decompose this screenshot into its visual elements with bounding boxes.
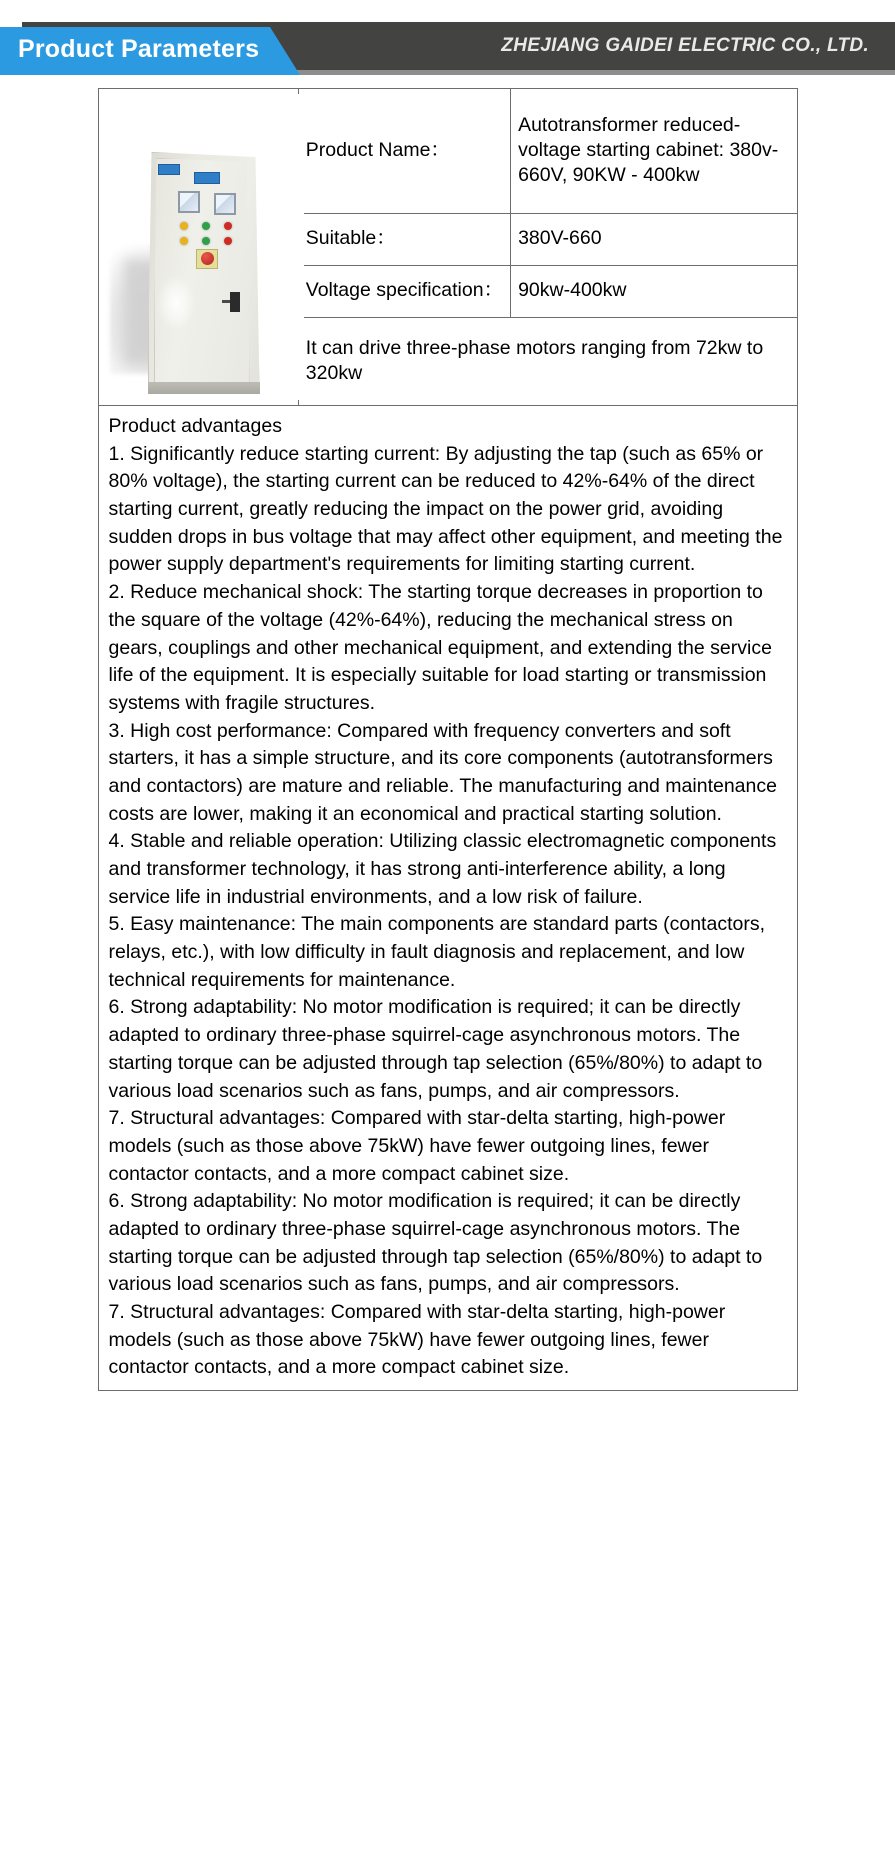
page-header xyxy=(0,0,895,88)
product-advantages-section xyxy=(98,406,798,1391)
spec-label-product-name: Product Name： xyxy=(298,89,510,214)
emergency-stop-button-icon xyxy=(201,252,214,265)
product-photo xyxy=(106,94,304,400)
table-row xyxy=(98,89,797,214)
spec-value-voltage-specification: 90kw-400kw xyxy=(511,265,797,317)
advantage-item: 1. Significantly reduce starting current: By adjusting the tap (such as 65% or 80% voltage), the starting current can be reduced to 42%-64% of the direct starting current, greatly reducing the impact on the power grid, avoiding sudden drops in bus voltage that may affect other equipment, and meeting the power supply department's requirements for limiting starting current. xyxy=(108,442,783,576)
cabinet-base xyxy=(148,382,260,394)
specification-table xyxy=(98,88,798,406)
spec-value-suitable: 380V-660 xyxy=(511,213,797,265)
advantage-item: 6. Strong adaptability: No motor modification is required; it can be directly adapted to ordinary three-phase squirrel-cage asynchronous motors. The starting torque can be adjusted through tap selection (65%/80%) to adapt to various load scenarios such as fans, pumps, and air compressors. xyxy=(108,996,763,1102)
spec-label-suitable: Suitable： xyxy=(298,213,510,265)
advantage-item: 5. Easy maintenance: The main components are standard parts (contactors, relays, etc.), with low difficulty in fault diagnosis and replacement, and low technical requirements for maintenance. xyxy=(108,913,765,991)
meter-label-icon xyxy=(194,172,220,184)
advantage-item: 2. Reduce mechanical shock: The starting torque decreases in proportion to the square of the voltage (42%-64%), reducing the mechanical stress on gears, couplings and other mechanical equipment, and extending the service life of the equipment. It is especially suitable for load starting or transmission systems with fragile structures. xyxy=(108,581,772,714)
indicator-lamp-yellow-icon xyxy=(180,222,188,230)
spec-value-product-name: Autotransformer reduced-voltage starting cabinet: 380v- 660V, 90KW - 400kw xyxy=(511,89,797,214)
cabinet-door-panel xyxy=(154,158,250,384)
door-handle-icon xyxy=(230,292,240,312)
advantages-heading: Product advantages xyxy=(108,415,282,437)
ammeter-gauge-icon xyxy=(178,191,200,213)
nameplate-label-icon xyxy=(158,164,180,175)
product-image-cell xyxy=(98,89,298,406)
spec-label-voltage-specification: Voltage specification： xyxy=(298,265,510,317)
indicator-lamp-yellow-icon xyxy=(180,237,188,245)
page-content xyxy=(0,88,895,1391)
indicator-lamp-red-icon xyxy=(224,237,232,245)
advantage-item: 4. Stable and reliable operation: Utilizing classic electromagnetic components and transformer technology, it has strong anti-interference ability, a long service life in industrial environments, and a low risk of failure. xyxy=(108,830,777,908)
cabinet-glare xyxy=(156,274,196,332)
indicator-lamp-red-icon xyxy=(224,222,232,230)
advantage-item: 3. High cost performance: Compared with frequency converters and soft starters, it has a simple structure, and its core components (autotransformers and contactors) are mature and reliable. The manufacturing and maintenance costs are lower, making it an economical and practical starting solution. xyxy=(108,719,777,825)
advantage-item: 7. Structural advantages: Compared with star-delta starting, high-power models (such as those above 75kW) have fewer outgoing lines, fewer contactor contacts, and a more compact cabinet size. xyxy=(108,1301,726,1379)
advantage-item: 6. Strong adaptability: No motor modification is required; it can be directly adapted to ordinary three-phase squirrel-cage asynchronous motors. The starting torque can be adjusted through tap selection (65%/80%) to adapt to various load scenarios such as fans, pumps, and air compressors. xyxy=(108,1190,763,1296)
indicator-lamp-green-icon xyxy=(202,222,210,230)
page-title: Product Parameters xyxy=(18,35,260,63)
voltmeter-gauge-icon xyxy=(214,193,236,215)
spec-full-row-motor-range: It can drive three-phase motors ranging from 72kw to 320kw xyxy=(298,317,797,405)
indicator-lamp-green-icon xyxy=(202,237,210,245)
advantage-item: 7. Structural advantages: Compared with star-delta starting, high-power models (such as those above 75kW) have fewer outgoing lines, fewer contactor contacts, and a more compact cabinet size. xyxy=(108,1107,726,1185)
company-name: ZHEJIANG GAIDEI ELECTRIC CO., LTD. xyxy=(501,35,869,56)
